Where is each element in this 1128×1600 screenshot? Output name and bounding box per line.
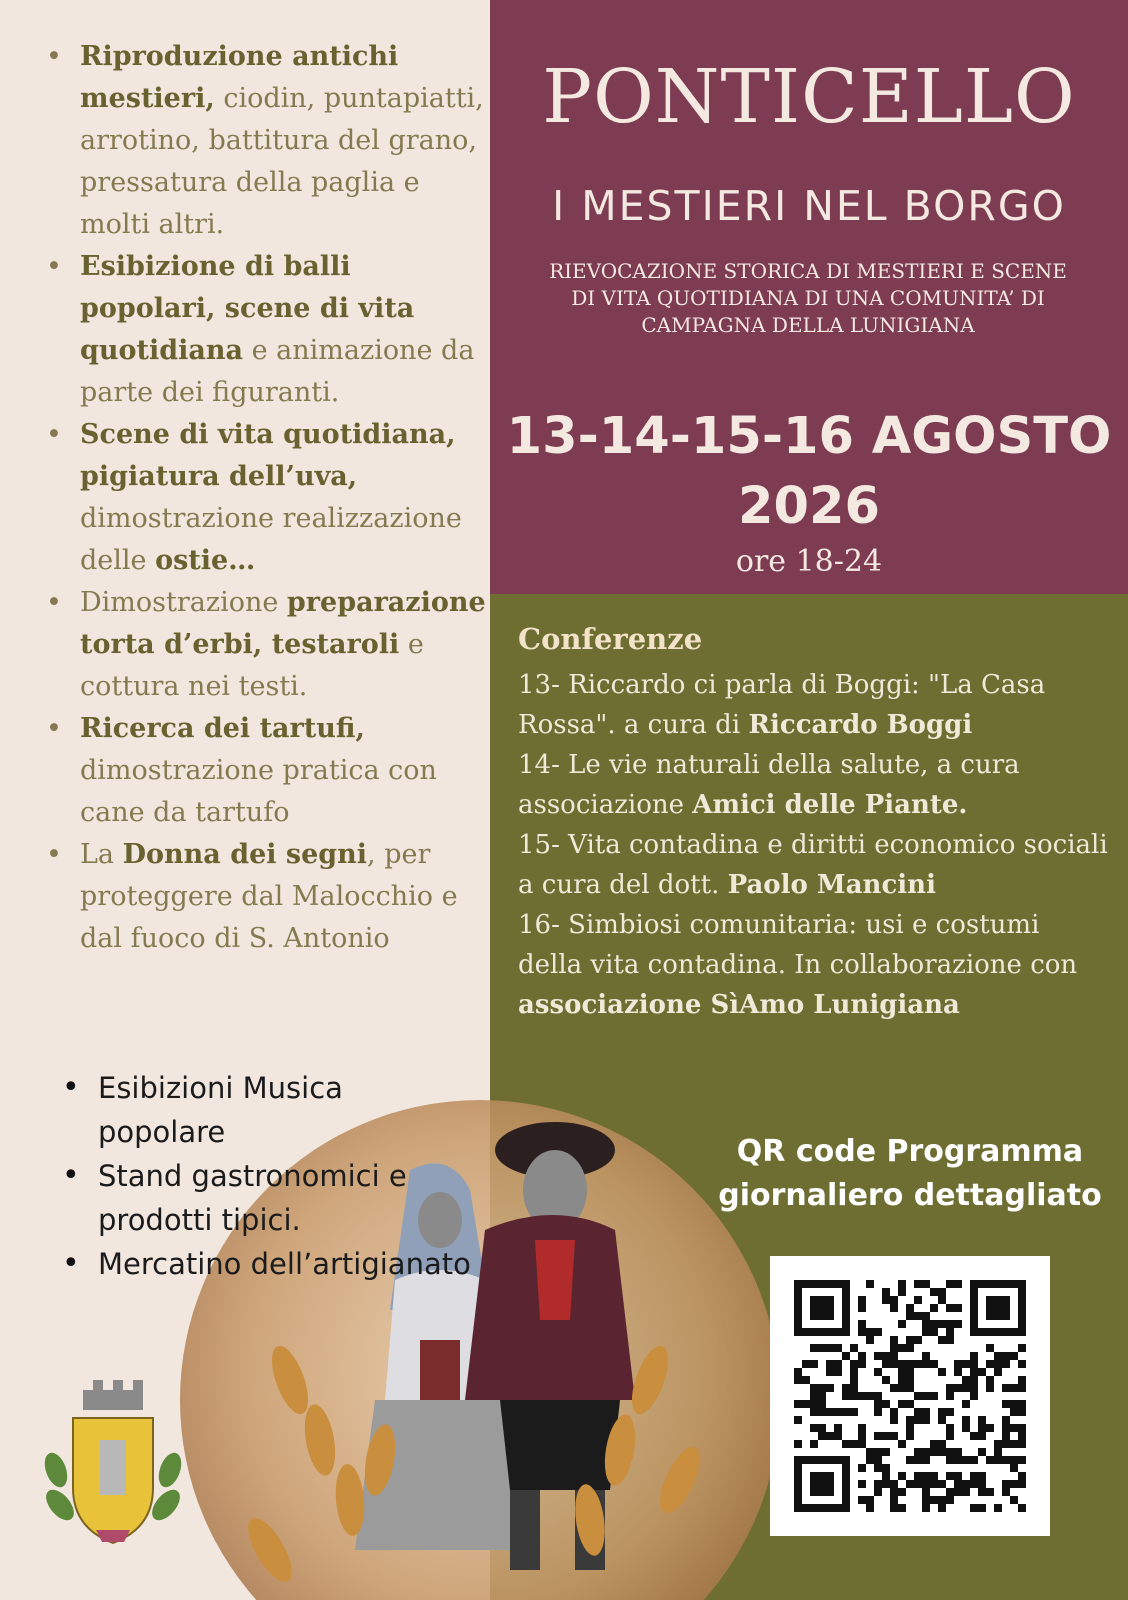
conference-item bbox=[518, 905, 1108, 1025]
activity-item bbox=[40, 708, 488, 834]
municipal-crest-icon bbox=[38, 1380, 188, 1550]
qr-caption: QR code Programma giornaliero dettagliato bbox=[718, 1134, 1102, 1213]
services-list bbox=[58, 1066, 478, 1286]
event-title: PONTICELLO bbox=[542, 54, 1076, 140]
activity-item bbox=[40, 246, 488, 414]
activity-highlight: Riproduzione antichi mestieri, bbox=[80, 41, 399, 114]
list-item: • Mercatino dell’artigianato bbox=[58, 1242, 478, 1286]
conference-item bbox=[518, 745, 1108, 825]
activity-text: La bbox=[80, 839, 123, 870]
conference-speaker: Riccardo Boggi bbox=[748, 710, 973, 740]
conferences-heading: Conferenze bbox=[518, 622, 703, 656]
activity-text: , per proteggere dal Malocchio e dal fuoco di S. Antonio bbox=[80, 839, 458, 954]
conference-item bbox=[518, 665, 1108, 745]
qr-code[interactable] bbox=[770, 1256, 1050, 1536]
activity-text: Dimostrazione bbox=[80, 587, 287, 618]
activity-highlight: Esibizione di balli popolari, scene di vita quotidiana bbox=[80, 251, 415, 366]
activity-highlight: Donna dei segni bbox=[122, 839, 368, 870]
event-description: RIEVOCAZIONE STORICA DI MESTIERI E SCENE DI VITA QUOTIDIANA DI UNA COMUNITA’ DI CAMPAGNA DELLA LUNIGIANA bbox=[549, 259, 1067, 337]
list-item: • Stand gastronomici e prodotti tipici. bbox=[58, 1154, 478, 1242]
activity-text: dimostrazione pratica con cane da tartufo bbox=[80, 755, 437, 828]
activity-item bbox=[40, 414, 488, 582]
activity-highlight: Scene di vita quotidiana, pigiatura dell’uva, bbox=[80, 419, 456, 492]
event-dates: 13-14-15-16 AGOSTO 2026 bbox=[506, 407, 1112, 536]
activity-highlight: Ricerca dei tartufi, bbox=[80, 713, 365, 744]
activity-text: e animazione da parte dei figuranti. bbox=[80, 335, 475, 408]
qr-code-icon bbox=[770, 1256, 1050, 1536]
activity-text: dimostrazione realizzazione delle bbox=[80, 503, 462, 576]
activity-item bbox=[40, 36, 488, 246]
event-subtitle: I MESTIERI NEL BORGO bbox=[552, 182, 1066, 230]
conferences-list bbox=[518, 665, 1108, 1025]
conference-text: 14- Le vie naturali della salute, a cura associazione bbox=[518, 750, 1020, 820]
list-item: • Esibizioni Musica popolare bbox=[58, 1066, 478, 1154]
activity-text: ciodin, puntapiatti, arrotino, battitura del grano, pressatura della paglia e molti altri. bbox=[80, 83, 484, 240]
activity-item bbox=[40, 834, 488, 960]
activities-list bbox=[40, 36, 488, 960]
conference-item bbox=[518, 825, 1108, 905]
activity-highlight: ostie… bbox=[155, 545, 256, 576]
conference-speaker: associazione SìAmo Lunigiana bbox=[518, 990, 960, 1020]
conference-text: 15- Vita contadina e diritti economico sociali a cura del dott. bbox=[518, 830, 1108, 900]
conference-text: 13- Riccardo ci parla di Boggi: "La Casa Rossa". a cura di bbox=[518, 670, 1046, 740]
activity-highlight: preparazione torta d’erbi, testaroli bbox=[80, 587, 486, 660]
event-hours: ore 18-24 bbox=[735, 544, 883, 579]
activity-text: e cottura nei testi. bbox=[80, 629, 424, 702]
conference-text: 16- Simbiosi comunitaria: usi e costumi della vita contadina. In collaborazione con bbox=[518, 910, 1078, 980]
conference-speaker: Amici delle Piante. bbox=[692, 790, 968, 820]
conference-speaker: Paolo Mancini bbox=[727, 870, 936, 900]
activity-item bbox=[40, 582, 488, 708]
